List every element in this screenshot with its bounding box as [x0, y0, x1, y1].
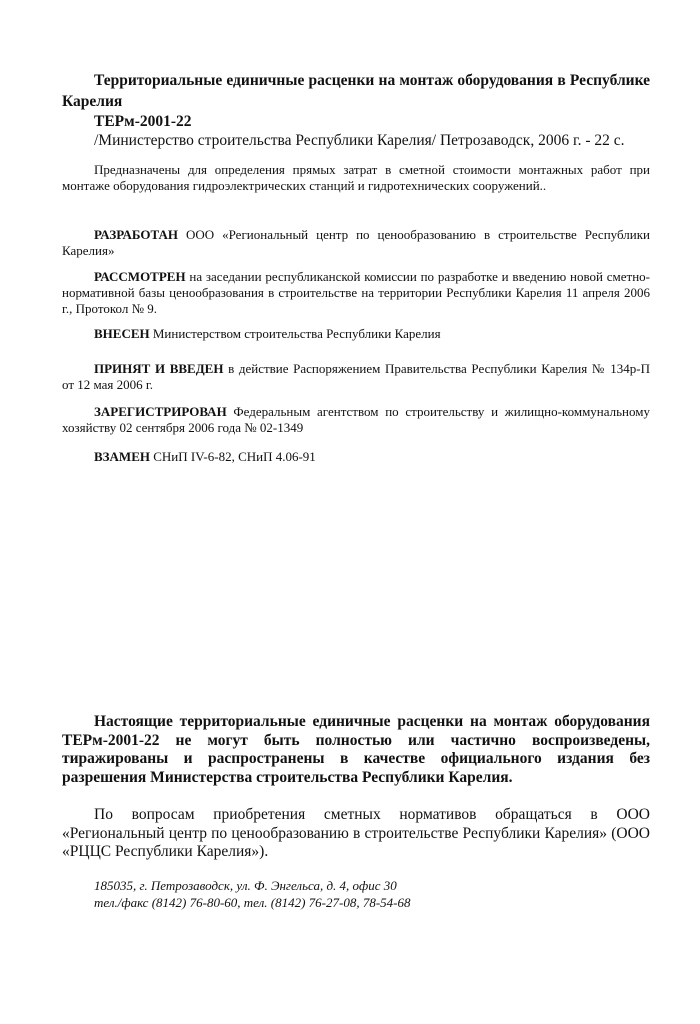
- introduced-label: ВНЕСЕН: [94, 326, 150, 341]
- document-code: ТЕРм-2001-22: [94, 113, 192, 130]
- accepted-text: в действие Распоряжением Правительства Республики Карелия № 134р-П от 12 мая 2006 г.: [62, 361, 651, 392]
- phone-line: тел./факс (8142) 76-80-60, тел. (8142) 76-27-08, 78-54-68: [94, 895, 411, 910]
- replaces-label: ВЗАМЕН: [94, 449, 150, 464]
- replaces-paragraph: [62, 449, 650, 465]
- registered-paragraph: [62, 404, 650, 436]
- developed-text: ООО «Региональный центр по ценообразованию в строительстве Республики Карелия»: [62, 227, 650, 258]
- replaces-text: СНиП IV-6-82, СНиП 4.06-91: [153, 449, 316, 464]
- registered-label: ЗАРЕГИСТРИРОВАН: [94, 404, 227, 419]
- reviewed-paragraph: [62, 269, 650, 317]
- document-title: Территориальные единичные расценки на монтаж оборудования в Республике Карелия: [62, 72, 650, 110]
- copyright-notice: Настоящие территориальные единичные расценки на монтаж оборудования ТЕРм-2001-22 не могут быть полностью или частично воспроизведены, тиражированы и распространены в качестве официального издания без разрешения Министерства строительства Республики Карелия.: [62, 713, 650, 786]
- address-line: 185035, г. Петрозаводск, ул. Ф. Энгельса, д. 4, офис 30: [94, 878, 397, 893]
- developed-paragraph: [62, 227, 650, 259]
- introduced-text: Министерством строительства Республики Карелия: [152, 326, 441, 341]
- reviewed-label: РАССМОТРЕН: [94, 269, 186, 284]
- introduced-paragraph: [62, 326, 650, 342]
- contact-paragraph: По вопросам приобретения сметных нормативов обращаться в ООО «Региональный центр по ценообразованию в строительстве Республики Карелия» (ООО «РЦЦС Республики Карелия»).: [62, 806, 650, 860]
- purpose-paragraph: Предназначены для определения прямых затрат в сметной стоимости монтажных работ при монтаже оборудования гидроэлектрических станций и гидротехнических сооружений..: [62, 162, 650, 193]
- reviewed-text: на заседании республиканской комиссии по разработке и введению новой сметно-нормативной базы ценообразования в строительстве на территории Республики Карелия 11 апреля 2006 г., Протокол № 9.: [62, 269, 651, 316]
- accepted-label: ПРИНЯТ И ВВЕДЕН: [94, 361, 224, 376]
- publisher-line: /Министерство строительства Республики Карелия/ Петрозаводск, 2006 г. - 22 с.: [94, 132, 625, 149]
- accepted-paragraph: [62, 361, 650, 393]
- developed-label: РАЗРАБОТАН: [94, 227, 179, 242]
- registered-text: Федеральным агентством по строительству и жилищно-коммунальному хозяйству 02 сентября 2006 года № 02-1349: [62, 404, 650, 435]
- address-block: [94, 877, 650, 911]
